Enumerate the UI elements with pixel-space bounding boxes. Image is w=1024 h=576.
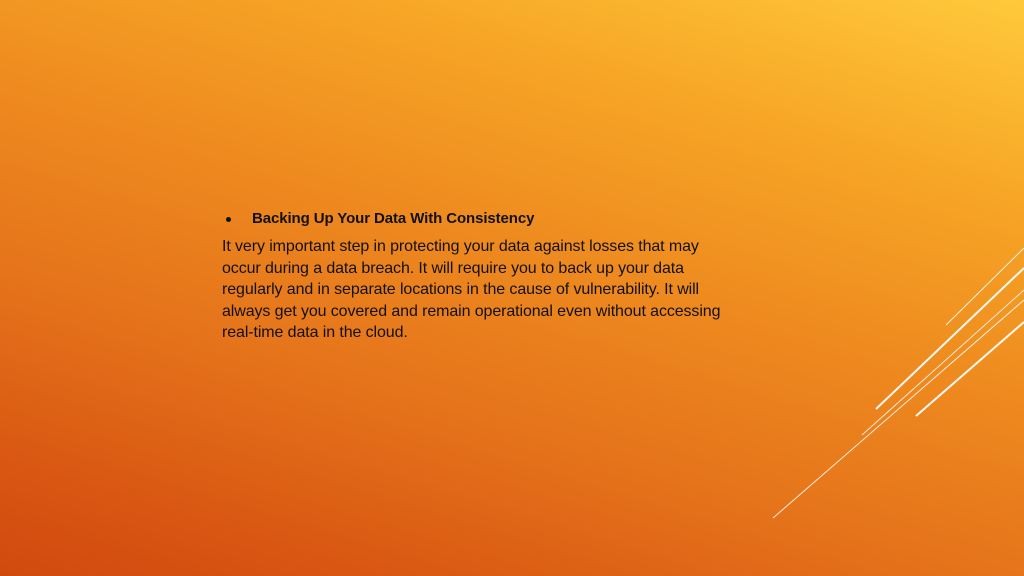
deco-line-4 xyxy=(916,322,1024,416)
deco-line-2 xyxy=(862,290,1024,435)
body-paragraph: It very important step in protecting your data against losses that may occur during a data breach. It will require you to back up your data regularly and in separate locations in the cause of vulnerability. It will always get you covered and remain operational even without accessing real-time data in the cloud. xyxy=(222,238,721,341)
deco-line-1 xyxy=(773,300,1024,518)
deco-line-5 xyxy=(946,248,1024,325)
slide-content xyxy=(222,206,722,360)
bullet-item xyxy=(222,206,722,230)
deco-line-3 xyxy=(876,268,1024,409)
bullet-heading: Backing Up Your Data With Consistency xyxy=(252,209,535,227)
bullet-dot-icon xyxy=(226,217,231,222)
